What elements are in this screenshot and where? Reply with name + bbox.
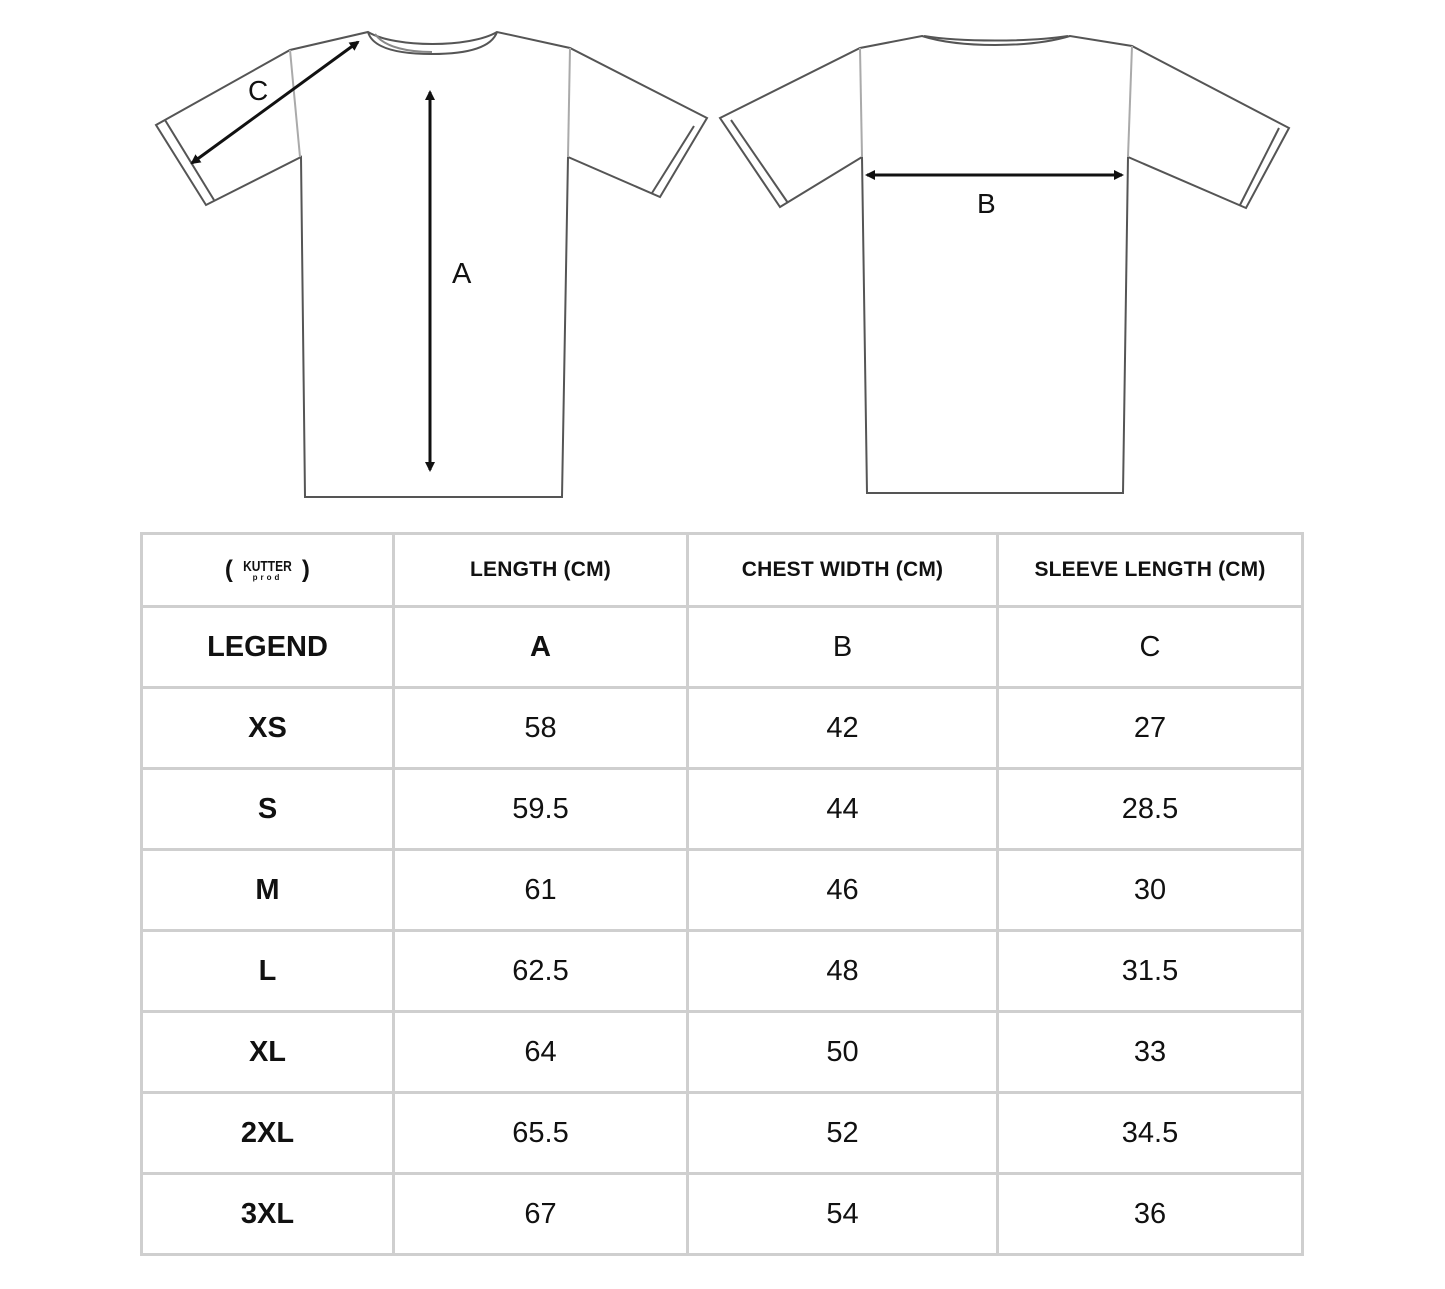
sleeve-length-value: 36 (998, 1174, 1303, 1255)
table-row (142, 769, 1303, 850)
sleeve-length-value: 27 (998, 688, 1303, 769)
length-value: 62.5 (394, 931, 688, 1012)
size-label: XS (142, 688, 394, 769)
length-value: 58 (394, 688, 688, 769)
tshirt-diagram (0, 0, 1445, 520)
table-row (142, 688, 1303, 769)
sleeve-length-value: 28.5 (998, 769, 1303, 850)
chest-width-value: 48 (688, 931, 998, 1012)
chest-width-value: 44 (688, 769, 998, 850)
brand-logo-cell (142, 534, 394, 607)
legend-row (142, 607, 1303, 688)
chest-width-value: 46 (688, 850, 998, 931)
size-label: XL (142, 1012, 394, 1093)
header-chest-width: CHEST WIDTH (CM) (688, 534, 998, 607)
table-row (142, 850, 1303, 931)
legend-a: A (394, 607, 688, 688)
legend-b: B (688, 607, 998, 688)
table-row (142, 1012, 1303, 1093)
length-value: 67 (394, 1174, 688, 1255)
length-value: 61 (394, 850, 688, 931)
size-label: 2XL (142, 1093, 394, 1174)
table-row (142, 1093, 1303, 1174)
size-chart-table (140, 532, 1304, 1256)
sleeve-length-value: 31.5 (998, 931, 1303, 1012)
chest-width-value: 42 (688, 688, 998, 769)
back-shirt (720, 36, 1289, 493)
header-sleeve-length: SLEEVE LENGTH (CM) (998, 534, 1303, 607)
size-label: L (142, 931, 394, 1012)
table-row (142, 931, 1303, 1012)
chest-width-value: 52 (688, 1093, 998, 1174)
chest-width-value: 54 (688, 1174, 998, 1255)
size-label: S (142, 769, 394, 850)
chest-width-value: 50 (688, 1012, 998, 1093)
header-row (142, 534, 1303, 607)
length-value: 64 (394, 1012, 688, 1093)
size-label: 3XL (142, 1174, 394, 1255)
brand-logo: ( KUTTER prod ) (224, 556, 311, 583)
header-length: LENGTH (CM) (394, 534, 688, 607)
legend-c: C (998, 607, 1303, 688)
legend-label: LEGEND (142, 607, 394, 688)
label-b: B (977, 188, 996, 219)
sleeve-length-value: 34.5 (998, 1093, 1303, 1174)
sleeve-length-value: 33 (998, 1012, 1303, 1093)
length-value: 59.5 (394, 769, 688, 850)
label-c: C (248, 75, 269, 106)
sleeve-length-value: 30 (998, 850, 1303, 931)
label-a: A (452, 258, 472, 290)
size-label: M (142, 850, 394, 931)
table-row (142, 1174, 1303, 1255)
length-value: 65.5 (394, 1093, 688, 1174)
